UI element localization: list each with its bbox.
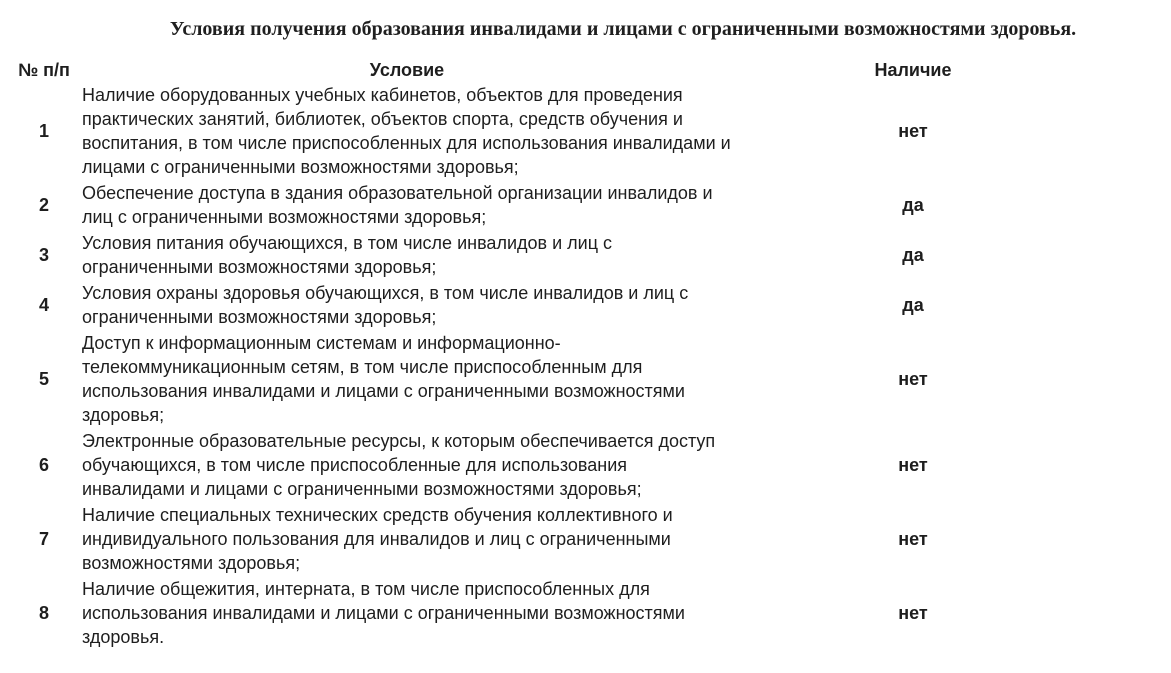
page-title: Условия получения образования инвалидами и лицами с ограниченными возможностями здоровья. <box>169 18 1077 40</box>
row-availability: нет <box>898 603 928 623</box>
table-body <box>8 82 1094 650</box>
table-row <box>8 230 1094 280</box>
table-row <box>8 180 1094 230</box>
row-number: 5 <box>38 369 49 389</box>
table-row <box>8 576 1094 650</box>
row-availability: нет <box>898 455 928 475</box>
row-condition: Условия охраны здоровья обучающихся, в том числе инвалидов и лиц с ограниченными возможностями здоровья; <box>82 283 689 327</box>
row-number: 3 <box>38 245 49 265</box>
row-condition: Наличие специальных технических средств обучения коллективного и индивидуального пользования для инвалидов и лиц с ограниченными возможностями здоровья; <box>82 505 673 573</box>
row-condition: Условия питания обучающихся, в том числе инвалидов и лиц с ограниченными возможностями здоровья; <box>82 233 612 277</box>
row-availability: нет <box>898 529 928 549</box>
table-row <box>8 280 1094 330</box>
row-condition: Электронные образовательные ресурсы, к которым обеспечивается доступ обучающихся, в том числе приспособленные для использования инвалидами и лицами с ограниченными возможностями здоровья; <box>82 431 716 499</box>
row-number: 1 <box>38 121 49 141</box>
row-condition: Обеспечение доступа в здания образовательной организации инвалидов и лиц с ограниченными возможностями здоровья; <box>82 183 713 227</box>
table-row <box>8 330 1094 428</box>
row-number: 4 <box>38 295 49 315</box>
row-number: 8 <box>38 603 49 623</box>
column-header-availability: Наличие <box>874 59 952 80</box>
row-availability: да <box>902 295 924 315</box>
table-header-row <box>8 57 1094 82</box>
row-number: 7 <box>38 529 49 549</box>
row-condition: Наличие оборудованных учебных кабинетов, объектов для проведения практических занятий, библиотек, объектов спорта, средств обучения и воспитания, в том числе приспособленных для использования инвалидами и лицами с ограниченными возможностями здоровья; <box>82 85 731 177</box>
row-number: 6 <box>38 455 49 475</box>
row-availability: да <box>902 245 924 265</box>
column-header-number: № п/п <box>18 59 70 80</box>
table-row <box>8 502 1094 576</box>
conditions-table <box>8 57 1094 650</box>
row-availability: да <box>902 195 924 215</box>
row-availability: нет <box>898 121 928 141</box>
row-condition: Доступ к информационным системам и информационно-телекоммуникационным сетям, в том числе приспособленным для использования инвалидами и лицами с ограниченными возможностями здоровья; <box>82 333 685 425</box>
table-row <box>8 82 1094 180</box>
table-header <box>8 57 1094 82</box>
column-header-condition: Условие <box>369 59 445 80</box>
table-row <box>8 428 1094 502</box>
row-condition: Наличие общежития, интерната, в том числе приспособленных для использования инвалидами и лицами с ограниченными возможностями здоровья. <box>82 579 685 647</box>
row-availability: нет <box>898 369 928 389</box>
row-number: 2 <box>38 195 49 215</box>
